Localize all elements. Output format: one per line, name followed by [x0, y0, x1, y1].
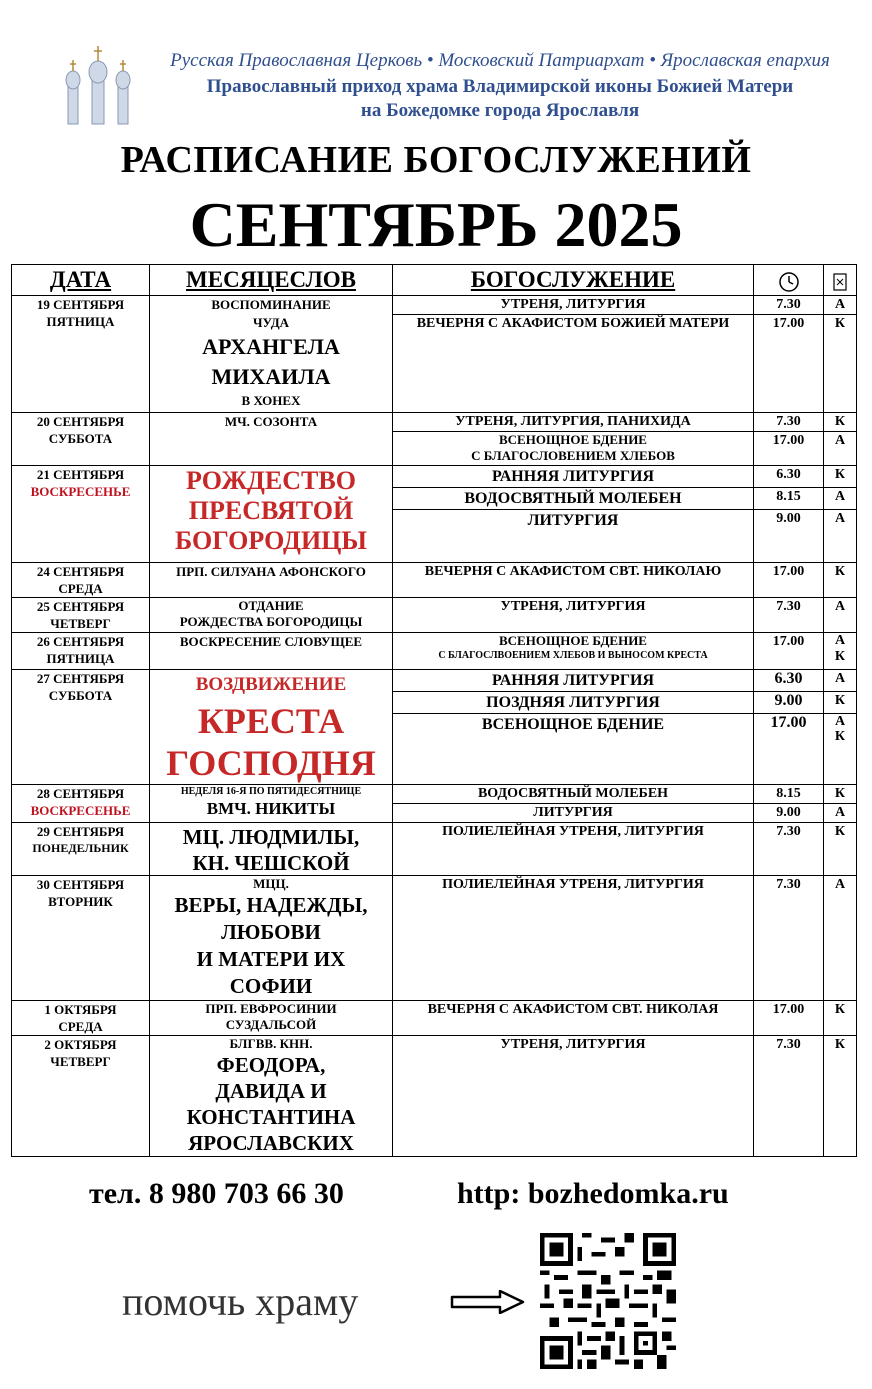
table-header-row	[12, 265, 857, 296]
menologion-line: ФЕОДОРА,	[216, 1053, 326, 1077]
date-cell	[12, 633, 150, 670]
priest-code-cell: К	[824, 823, 857, 876]
date-cell	[12, 1036, 150, 1157]
menologion-line: РОЖДЕСТВО	[186, 466, 356, 495]
donate-label: помочь храму	[122, 1279, 359, 1324]
priest-code: К	[834, 729, 846, 744]
weekday-text: ВТОРНИК	[48, 894, 113, 909]
menologion-line: СОФИИ	[229, 974, 313, 998]
priest-code-cell: К	[824, 466, 857, 488]
table-row	[12, 1001, 857, 1036]
service-name: РАННЯЯ ЛИТУРГИЯ	[491, 672, 654, 689]
menologion-line: В ХОНЕХ	[241, 393, 301, 408]
weekday-text: ПЯТНИЦА	[46, 314, 115, 329]
date-text: 27 СЕНТЯБРЯ	[36, 671, 125, 686]
table-row	[12, 598, 857, 633]
service-note: С БЛАГОСЛОВЕНИЕМ ХЛЕБОВ	[471, 448, 675, 463]
priest-code-cell: К	[824, 1036, 857, 1157]
time-cell: 9.00	[754, 692, 824, 714]
menologion-cell	[150, 670, 393, 785]
weekday-text: СУББОТА	[48, 688, 113, 703]
menologion-line: КРЕСТА	[197, 701, 345, 741]
donation-qr-code[interactable]	[540, 1233, 676, 1369]
priest-code-cell: К	[824, 785, 857, 804]
menologion-line: ЛЮБОВИ	[221, 920, 321, 944]
weekday-text: СРЕДА	[58, 1019, 103, 1034]
arrow-right-icon	[450, 1290, 526, 1314]
time-cell: 8.15	[754, 785, 824, 804]
service-cell: УТРЕНЯ, ЛИТУРГИЯ	[393, 598, 754, 633]
menologion-cell	[150, 823, 393, 876]
date-text: 19 СЕНТЯБРЯ	[36, 297, 125, 312]
menologion-cell	[150, 413, 393, 466]
menologion-line: НЕДЕЛЯ 16-Я ПО ПЯТИДЕСЯТНИЦЕ	[180, 786, 362, 797]
table-row	[12, 876, 857, 1001]
service-cell	[393, 466, 754, 488]
table-row	[12, 466, 857, 488]
date-cell	[12, 1001, 150, 1036]
menologion-line: ЯРОСЛАВСКИХ	[188, 1131, 354, 1155]
priest-code-cell: А	[824, 876, 857, 1001]
menologion-line: МИХАИЛА	[211, 364, 331, 389]
time-cell: 17.00	[754, 563, 824, 598]
priest-code-cell: А	[824, 670, 857, 692]
time-cell: 17.00	[754, 633, 824, 670]
menologion-line: ВМЧ. НИКИТЫ	[206, 799, 336, 818]
date-cell	[12, 823, 150, 876]
page-title: РАСПИСАНИЕ БОГОСЛУЖЕНИЙ	[120, 139, 752, 181]
menologion-cell	[150, 1001, 393, 1036]
table-row	[12, 296, 857, 315]
church-hierarchy-line: Русская Православная Церковь • Московский Патриархат • Ярославская епархия	[170, 50, 830, 71]
col-header-date: ДАТА	[12, 265, 150, 296]
menologion-line: И МАТЕРИ ИХ	[196, 947, 346, 971]
service-cell: ВЕЧЕРНЯ С АКАФИСТОМ СВТ. НИКОЛАЮ	[393, 563, 754, 598]
weekday-text: ПЯТНИЦА	[46, 651, 115, 666]
table-row	[12, 1036, 857, 1157]
date-text: 1 ОКТЯБРЯ	[44, 1002, 117, 1017]
time-cell: 7.30	[754, 413, 824, 432]
priest-code-cell: К	[824, 315, 857, 413]
date-cell	[12, 670, 150, 785]
time-cell: 17.00	[754, 714, 824, 785]
weekday-text: ЧЕТВЕРГ	[50, 1054, 111, 1069]
service-cell	[393, 633, 754, 670]
menologion-line: СУЗДАЛЬСОЙ	[225, 1017, 317, 1032]
date-cell	[12, 466, 150, 563]
priest-code-cell: К	[824, 1001, 857, 1036]
priest-code-cell	[824, 714, 857, 785]
service-note: С БЛАГОСЛВОЕНИЕМ ХЛЕБОВ И ВЫНОСОМ КРЕСТА	[438, 650, 708, 661]
parish-location-line: на Божедомке города Ярославля	[360, 100, 640, 121]
service-name: ВСЕНОЩНОЕ БДЕНИЕ	[481, 716, 665, 733]
time-cell: 8.15	[754, 488, 824, 510]
time-cell: 17.00	[754, 315, 824, 413]
service-cell: УТРЕНЯ, ЛИТУРГИЯ	[393, 1036, 754, 1157]
priest-code-cell: К	[824, 563, 857, 598]
date-cell	[12, 598, 150, 633]
date-text: 30 СЕНТЯБРЯ	[36, 877, 125, 892]
service-cell: УТРЕНЯ, ЛИТУРГИЯ	[393, 296, 754, 315]
menologion-line: ВОСПОМИНАНИЕ	[211, 297, 331, 312]
date-cell	[12, 785, 150, 823]
menologion-line: АРХАНГЕЛА	[202, 334, 340, 359]
priest-code-cell: А	[824, 488, 857, 510]
menologion-cell	[150, 563, 393, 598]
time-cell: 7.30	[754, 823, 824, 876]
weekday-text: СРЕДА	[58, 581, 103, 596]
priest-code-cell: А	[824, 598, 857, 633]
weekday-text: ВОСКРЕСЕНЬЕ	[30, 803, 131, 818]
weekday-text: ПОНЕДЕЛЬНИК	[32, 841, 129, 855]
priest-code: К	[834, 649, 846, 664]
service-cell: УТРЕНЯ, ЛИТУРГИЯ, ПАНИХИДА	[393, 413, 754, 432]
time-cell: 7.30	[754, 1036, 824, 1157]
month-title: СЕНТЯБРЬ 2025	[189, 189, 683, 260]
col-header-menologion: МЕСЯЦЕСЛОВ	[150, 265, 393, 296]
date-text: 24 СЕНТЯБРЯ	[36, 564, 125, 579]
menologion-cell	[150, 296, 393, 413]
menologion-line: РОЖДЕСТВА БОГОРОДИЦЫ	[179, 614, 363, 629]
date-text: 20 СЕНТЯБРЯ	[36, 414, 125, 429]
menologion-line: ЧУДА	[252, 315, 290, 330]
service-cell: ВЕЧЕРНЯ С АКАФИСТОМ СВТ. НИКОЛАЯ	[393, 1001, 754, 1036]
table-row	[12, 823, 857, 876]
service-name: РАННЯЯ ЛИТУРГИЯ	[491, 468, 654, 485]
priest-code-cell: А	[824, 510, 857, 563]
menologion-line: ОТДАНИЕ	[238, 598, 304, 613]
col-header-service: БОГОСЛУЖЕНИЕ	[393, 265, 754, 296]
menologion-line: МЦЦ.	[253, 876, 289, 891]
menologion-line: ПРП. СИЛУАНА АФОНСКОГО	[176, 564, 366, 579]
menologion-cell	[150, 1036, 393, 1157]
clock-icon	[778, 271, 800, 293]
menologion-line: ВОЗДВИЖЕНИЕ	[195, 674, 347, 695]
table-row	[12, 670, 857, 692]
menologion-cell	[150, 466, 393, 563]
priest-code-cell: К	[824, 413, 857, 432]
menologion-line: БОГОРОДИЦЫ	[175, 526, 367, 555]
priest-icon	[832, 272, 848, 292]
table-row	[12, 413, 857, 432]
time-cell: 6.30	[754, 466, 824, 488]
priest-code-cell: А	[824, 432, 857, 466]
parish-header	[48, 30, 860, 128]
menologion-line: ГОСПОДНЯ	[166, 743, 376, 783]
menologion-cell	[150, 876, 393, 1001]
priest-code-cell	[824, 633, 857, 670]
service-cell: ПОЛИЕЛЕЙНАЯ УТРЕНЯ, ЛИТУРГИЯ	[393, 876, 754, 1001]
menologion-line: ВЕРЫ, НАДЕЖДЫ,	[174, 893, 368, 917]
time-cell: 7.30	[754, 876, 824, 1001]
menologion-cell	[150, 598, 393, 633]
date-text: 2 ОКТЯБРЯ	[44, 1037, 117, 1052]
website-link[interactable]: http: bozhedomka.ru	[457, 1177, 729, 1210]
service-cell: ЛИТУРГИЯ	[393, 804, 754, 823]
service-cell: ВОДОСВЯТНЫЙ МОЛЕБЕН	[393, 785, 754, 804]
date-text: 21 СЕНТЯБРЯ	[36, 467, 125, 482]
table-row	[12, 785, 857, 804]
date-cell	[12, 563, 150, 598]
weekday-text: СУББОТА	[48, 431, 113, 446]
menologion-line: МЧ. СОЗОНТА	[224, 414, 318, 429]
menologion-line: ПРЕСВЯТОЙ	[188, 496, 354, 525]
time-cell: 17.00	[754, 432, 824, 466]
menologion-line: КН. ЧЕШСКОЙ	[192, 851, 350, 875]
menologion-cell	[150, 633, 393, 670]
service-cell	[393, 692, 754, 714]
menologion-line: ПРП. ЕВФРОСИНИИ	[205, 1001, 337, 1016]
priest-code: А	[834, 633, 846, 648]
time-cell: 17.00	[754, 1001, 824, 1036]
phone-number: тел. 8 980 703 66 30	[89, 1177, 344, 1210]
service-cell	[393, 670, 754, 692]
date-text: 29 СЕНТЯБРЯ	[36, 824, 125, 839]
time-cell: 7.30	[754, 598, 824, 633]
time-cell: 9.00	[754, 804, 824, 823]
parish-name-line: Православный приход храма Владимирской иконы Божией Матери	[206, 76, 794, 97]
date-cell	[12, 876, 150, 1001]
schedule-table	[11, 264, 857, 1157]
service-cell	[393, 510, 754, 563]
col-header-priest	[824, 265, 857, 296]
priest-code-cell: А	[824, 804, 857, 823]
service-name: ЛИТУРГИЯ	[527, 512, 619, 529]
menologion-cell	[150, 785, 393, 823]
service-name: ВОДОСВЯТНЫЙ МОЛЕБЕН	[464, 490, 682, 507]
priest-code: А	[834, 714, 846, 729]
time-cell: 6.30	[754, 670, 824, 692]
service-cell: ВЕЧЕРНЯ С АКАФИСТОМ БОЖИЕЙ МАТЕРИ	[393, 315, 754, 413]
date-text: 26 СЕНТЯБРЯ	[36, 634, 125, 649]
service-cell	[393, 432, 754, 466]
date-cell	[12, 413, 150, 466]
menologion-line: КОНСТАНТИНА	[186, 1105, 356, 1129]
service-cell	[393, 488, 754, 510]
menologion-line: БЛГВВ. КНН.	[229, 1036, 313, 1051]
menologion-line: ВОСКРЕСЕНИЕ СЛОВУЩЕЕ	[179, 634, 363, 649]
time-cell: 7.30	[754, 296, 824, 315]
service-name: ПОЗДНЯЯ ЛИТУРГИЯ	[486, 694, 660, 711]
time-cell: 9.00	[754, 510, 824, 563]
date-text: 25 СЕНТЯБРЯ	[36, 599, 125, 614]
service-cell	[393, 714, 754, 785]
table-row	[12, 633, 857, 670]
menologion-line: ДАВИДА И	[215, 1079, 327, 1103]
priest-code-cell: К	[824, 692, 857, 714]
col-header-time	[754, 265, 824, 296]
weekday-text: ВОСКРЕСЕНЬЕ	[30, 484, 131, 499]
table-row	[12, 563, 857, 598]
service-cell: ПОЛИЕЛЕЙНАЯ УТРЕНЯ, ЛИТУРГИЯ	[393, 823, 754, 876]
priest-code-cell: А	[824, 296, 857, 315]
date-cell	[12, 296, 150, 413]
menologion-line: МЦ. ЛЮДМИЛЫ,	[182, 825, 360, 849]
weekday-text: ЧЕТВЕРГ	[50, 616, 111, 631]
church-domes-logo	[58, 32, 138, 128]
service-name: ВСЕНОЩНОЕ БДЕНИЕ	[499, 432, 647, 447]
date-text: 28 СЕНТЯБРЯ	[36, 786, 125, 801]
service-name: ВСЕНОЩНОЕ БДЕНИЕ	[499, 633, 647, 648]
